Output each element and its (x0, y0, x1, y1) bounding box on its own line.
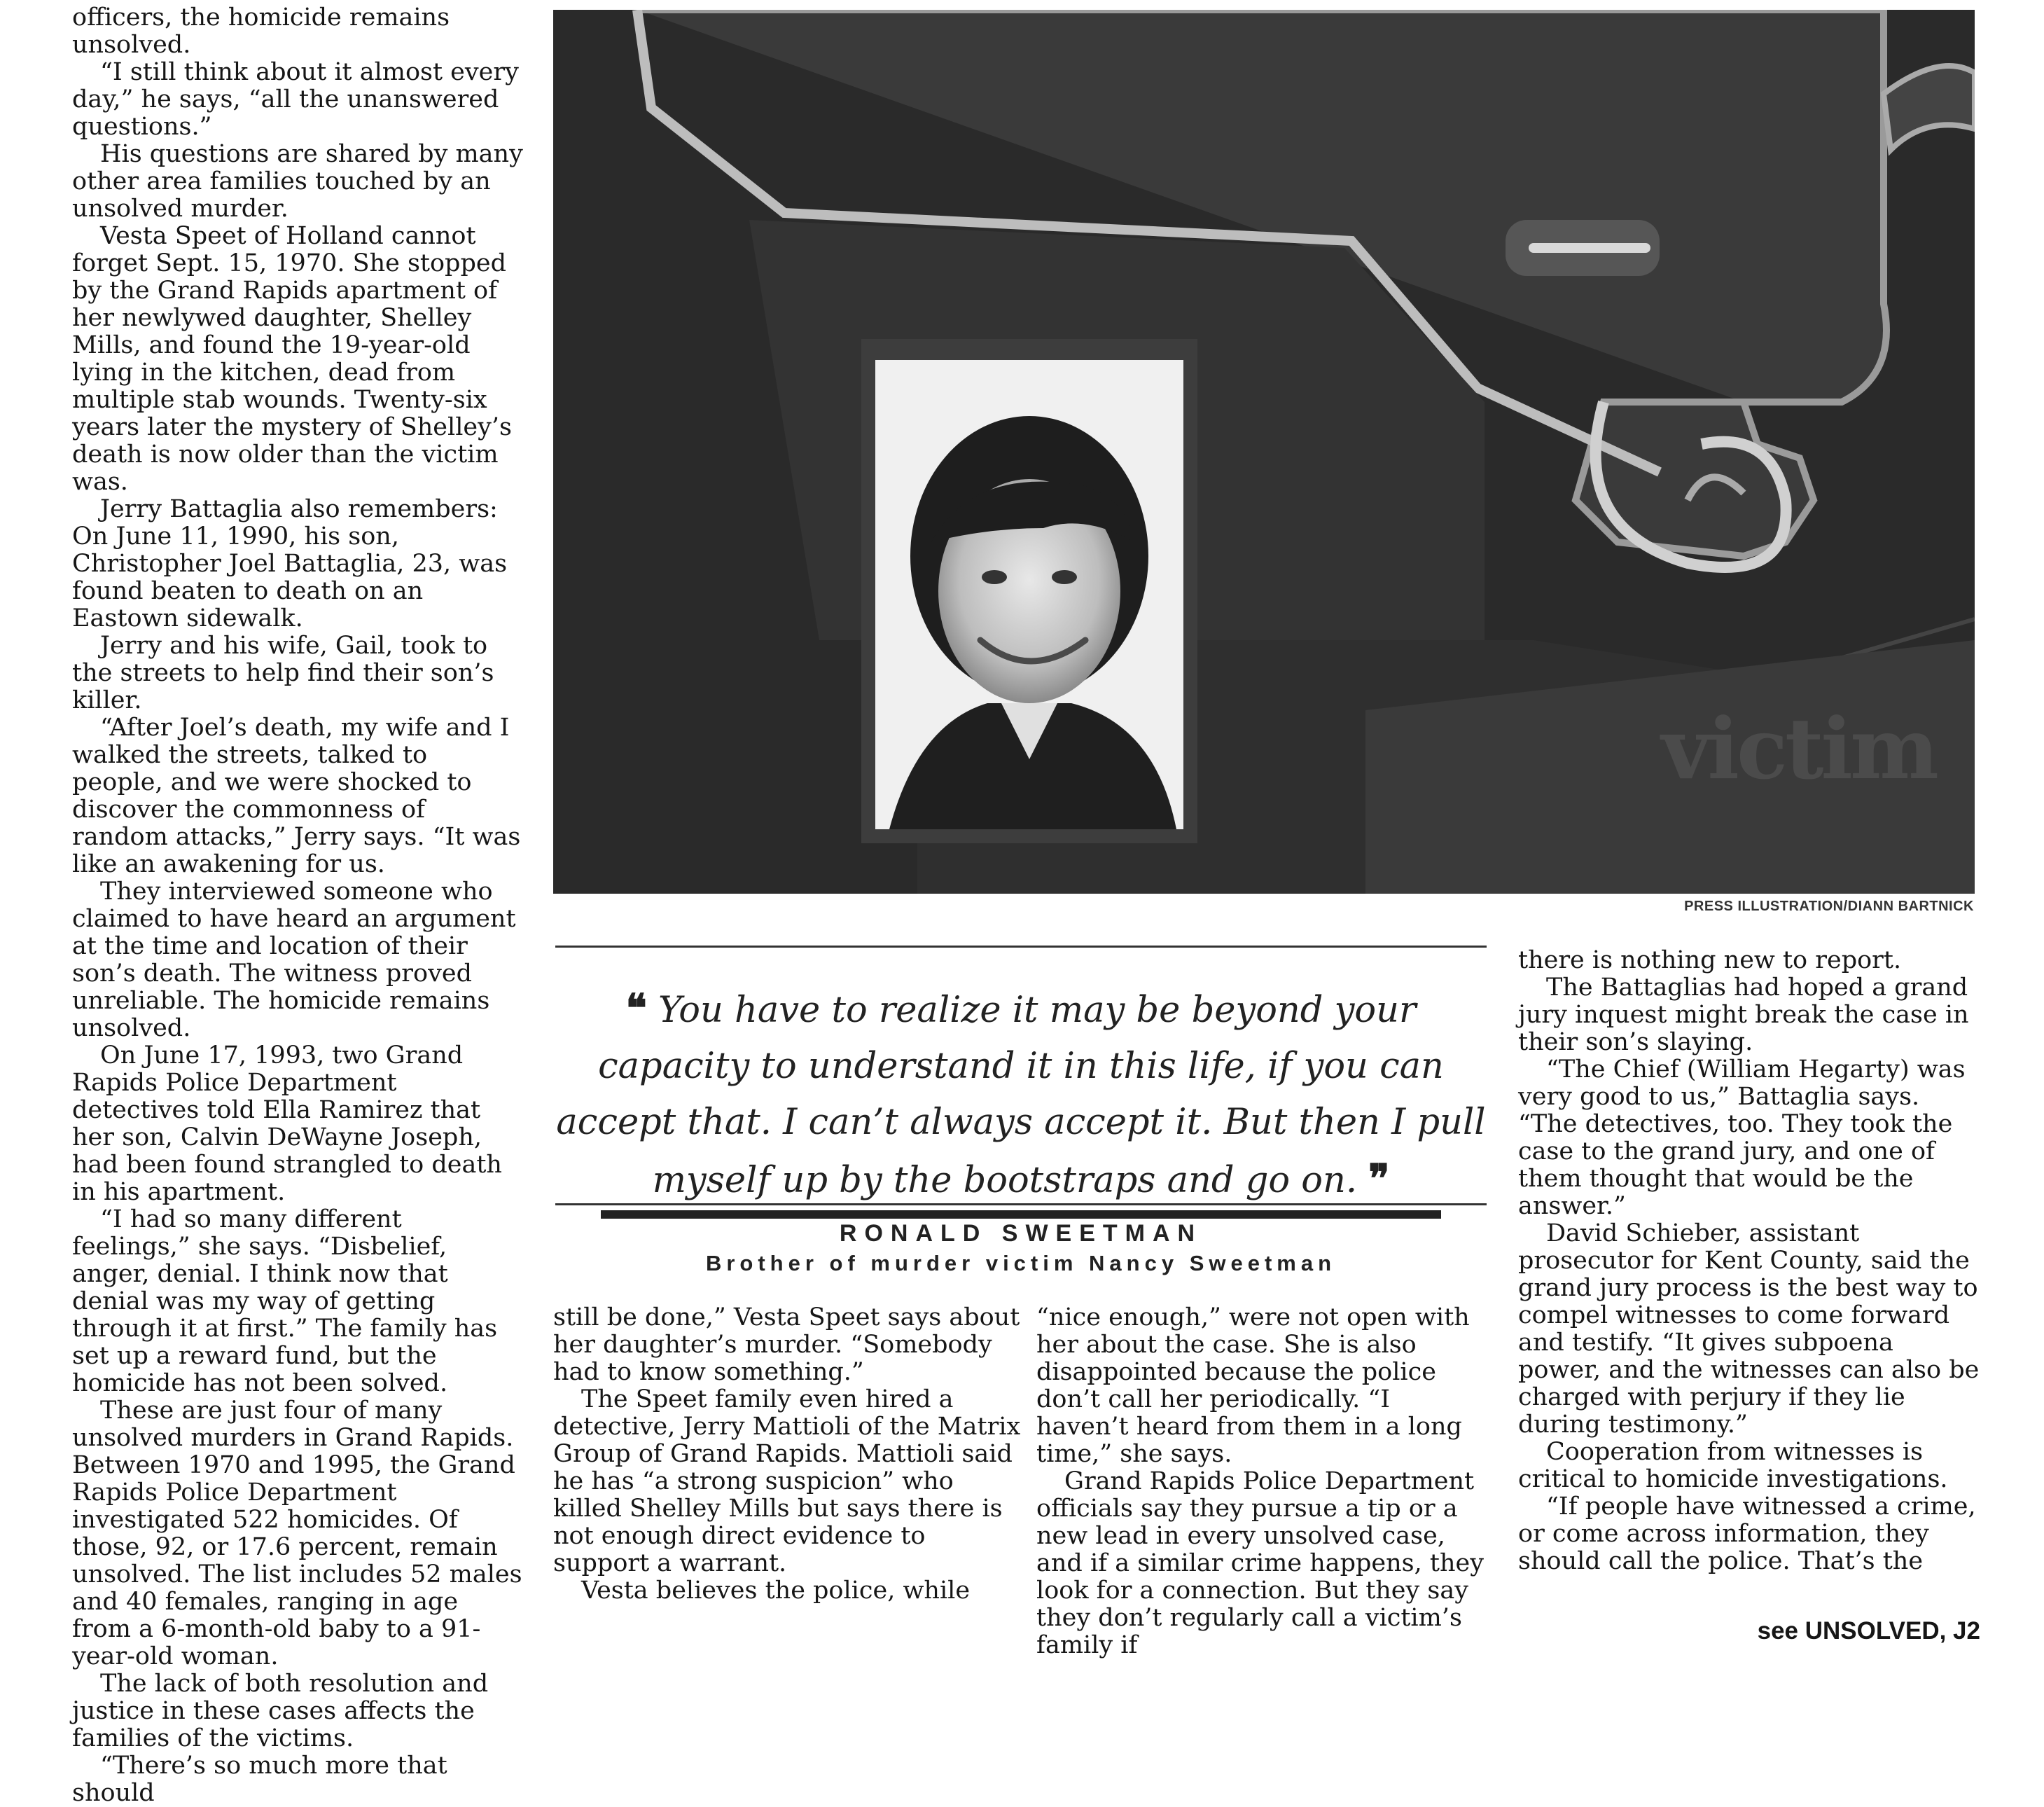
rule-thick (601, 1210, 1441, 1219)
article-paragraph: still be done,” Vesta Speet says about her daughter’s murder. “Somebody had to know something.” (553, 1303, 1020, 1386)
quote-attribution-name: RONALD SWEETMAN (839, 1220, 1203, 1247)
article-paragraph: “If people have witnessed a crime, or come across information, they should call the police. That’s the (1518, 1493, 1976, 1575)
article-paragraph: His questions are shared by many other area families touched by an unsolved murder. (72, 140, 523, 223)
article-paragraph: “I had so many different feelings,” she says. “Disbelief, anger, denial. I think now that denial was my way of getting through it at first.” The family has set up a reward fund, but the homicide has not been solved. (72, 1205, 498, 1397)
pull-quote-text: You have to realize it may be beyond your capacity to understand it in this life, if you can accept that. I can’t always accept it. But then I pull myself up by the bootstraps and go on. (556, 990, 1486, 1201)
pull-quote (555, 981, 1487, 1209)
close-quote-icon: ❞ (1368, 1156, 1390, 1202)
jump-line: see UNSOLVED, J2 (1757, 1617, 1980, 1645)
article-paragraph: “The Chief (William Hegarty) was very good to us,” Battaglia says. “The detectives, too. They took the case to the grand jury, and one of them thought that would be the answer.” (1518, 1055, 1966, 1220)
article-paragraph: “I still think about it almost every day,” he says, “all the unanswered questions.” (72, 58, 519, 141)
article-column-right (1518, 947, 1980, 1645)
pull-quote-box (555, 946, 1487, 1205)
article-paragraph: The Speet family even hired a detective, Jerry Mattioli of the Matrix Group of Grand Rapids. Mattioli said he has “a strong suspicion” who killed Shelley Mills but says there is not enough direct evidence to support a warrant. (553, 1385, 1021, 1577)
rule-bottom (555, 1203, 1487, 1205)
article-paragraph: “After Joel’s death, my wife and I walked the streets, talked to people, and we were shocked to discover the commonness of random attacks,” Jerry says. “It was like an awakening for us. (72, 714, 521, 878)
article-paragraph: Cooperation from witnesses is critical to homicide investigations. (1518, 1438, 1948, 1493)
article-paragraph: David Schieber, assistant prosecutor for Kent County, said the grand jury process is the best way to compel witnesses to come forward and testify. “It gives subpoena power, and the witnesses can also be charged with perjury if they lie during testimony.” (1518, 1219, 1980, 1439)
article-paragraph: officers, the homicide remains unsolved. (72, 4, 450, 59)
illustration-word: victim (1661, 700, 1936, 798)
article-column-middle-2 (1036, 1304, 1485, 1659)
rule-top (555, 946, 1487, 948)
article-paragraph: Grand Rapids Police Department officials say they pursue a tip or a new lead in every unsolved case, and if a similar crime happens, they look for a connection. But they say they don’t regularly call a victim’s family if (1036, 1467, 1484, 1659)
press-illustration (553, 10, 1975, 894)
article-paragraph: The lack of both resolution and justice in these cases affects the families of the victims. (72, 1670, 489, 1752)
article-paragraph: Vesta believes the police, while (581, 1577, 971, 1605)
article-paragraph: “There’s so much more that should (72, 1752, 447, 1807)
article-paragraph: Jerry Battaglia also remembers: On June 11, 1990, his son, Christopher Joel Battaglia, 23, was found beaten to death on an Eastown sidewalk. (72, 495, 508, 632)
photo-credit: PRESS ILLUSTRATION/DIANN BARTNICK (1684, 899, 1974, 914)
article-paragraph: The Battaglias had hoped a grand jury inquest might break the case in their son’s slaying. (1518, 974, 1969, 1056)
article-paragraph: On June 17, 1993, two Grand Rapids Police Department detectives told Ella Ramirez that her son, Calvin DeWayne Joseph, had been found strangled to death in his apartment. (72, 1041, 502, 1206)
article-paragraph: They interviewed someone who claimed to have heard an argument at the time and location of their son’s death. The witness proved unreliable. The homicide remains unsolved. (72, 878, 516, 1042)
article-paragraph: Jerry and his wife, Gail, took to the streets to help find their son’s killer. (72, 632, 494, 714)
quote-attribution-description: Brother of murder victim Nancy Sweetman (705, 1251, 1337, 1275)
article-paragraph: These are just four of many unsolved murders in Grand Rapids. Between 1970 and 1995, the Grand Rapids Police Department investigated 522 homicides. Of those, 92, or 17.6 percent, remain unsolved. The list includes 52 males and 40 females, ranging in age from a 6-month-old baby to a 91-year-old woman. (72, 1397, 522, 1670)
article-column-left (72, 4, 524, 1807)
article-paragraph: Vesta Speet of Holland cannot forget Sept. 15, 1970. She stopped by the Grand Rapids apartment of her newlywed daughter, Shelley Mills, and found the 19-year-old lying in the kitchen, dead from multiple stab wounds. Twenty-six years later the mystery of Shelley’s death is now older than the victim was. (72, 222, 512, 496)
article-paragraph: there is nothing new to report. (1518, 946, 1902, 974)
article-paragraph: “nice enough,” were not open with her about the case. She is also disappointed because the police don’t call her periodically. “I haven’t heard from them in a long time,” she says. (1036, 1303, 1470, 1468)
article-column-middle-1 (553, 1304, 1022, 1605)
open-quote-icon: ❝ (625, 985, 647, 1032)
